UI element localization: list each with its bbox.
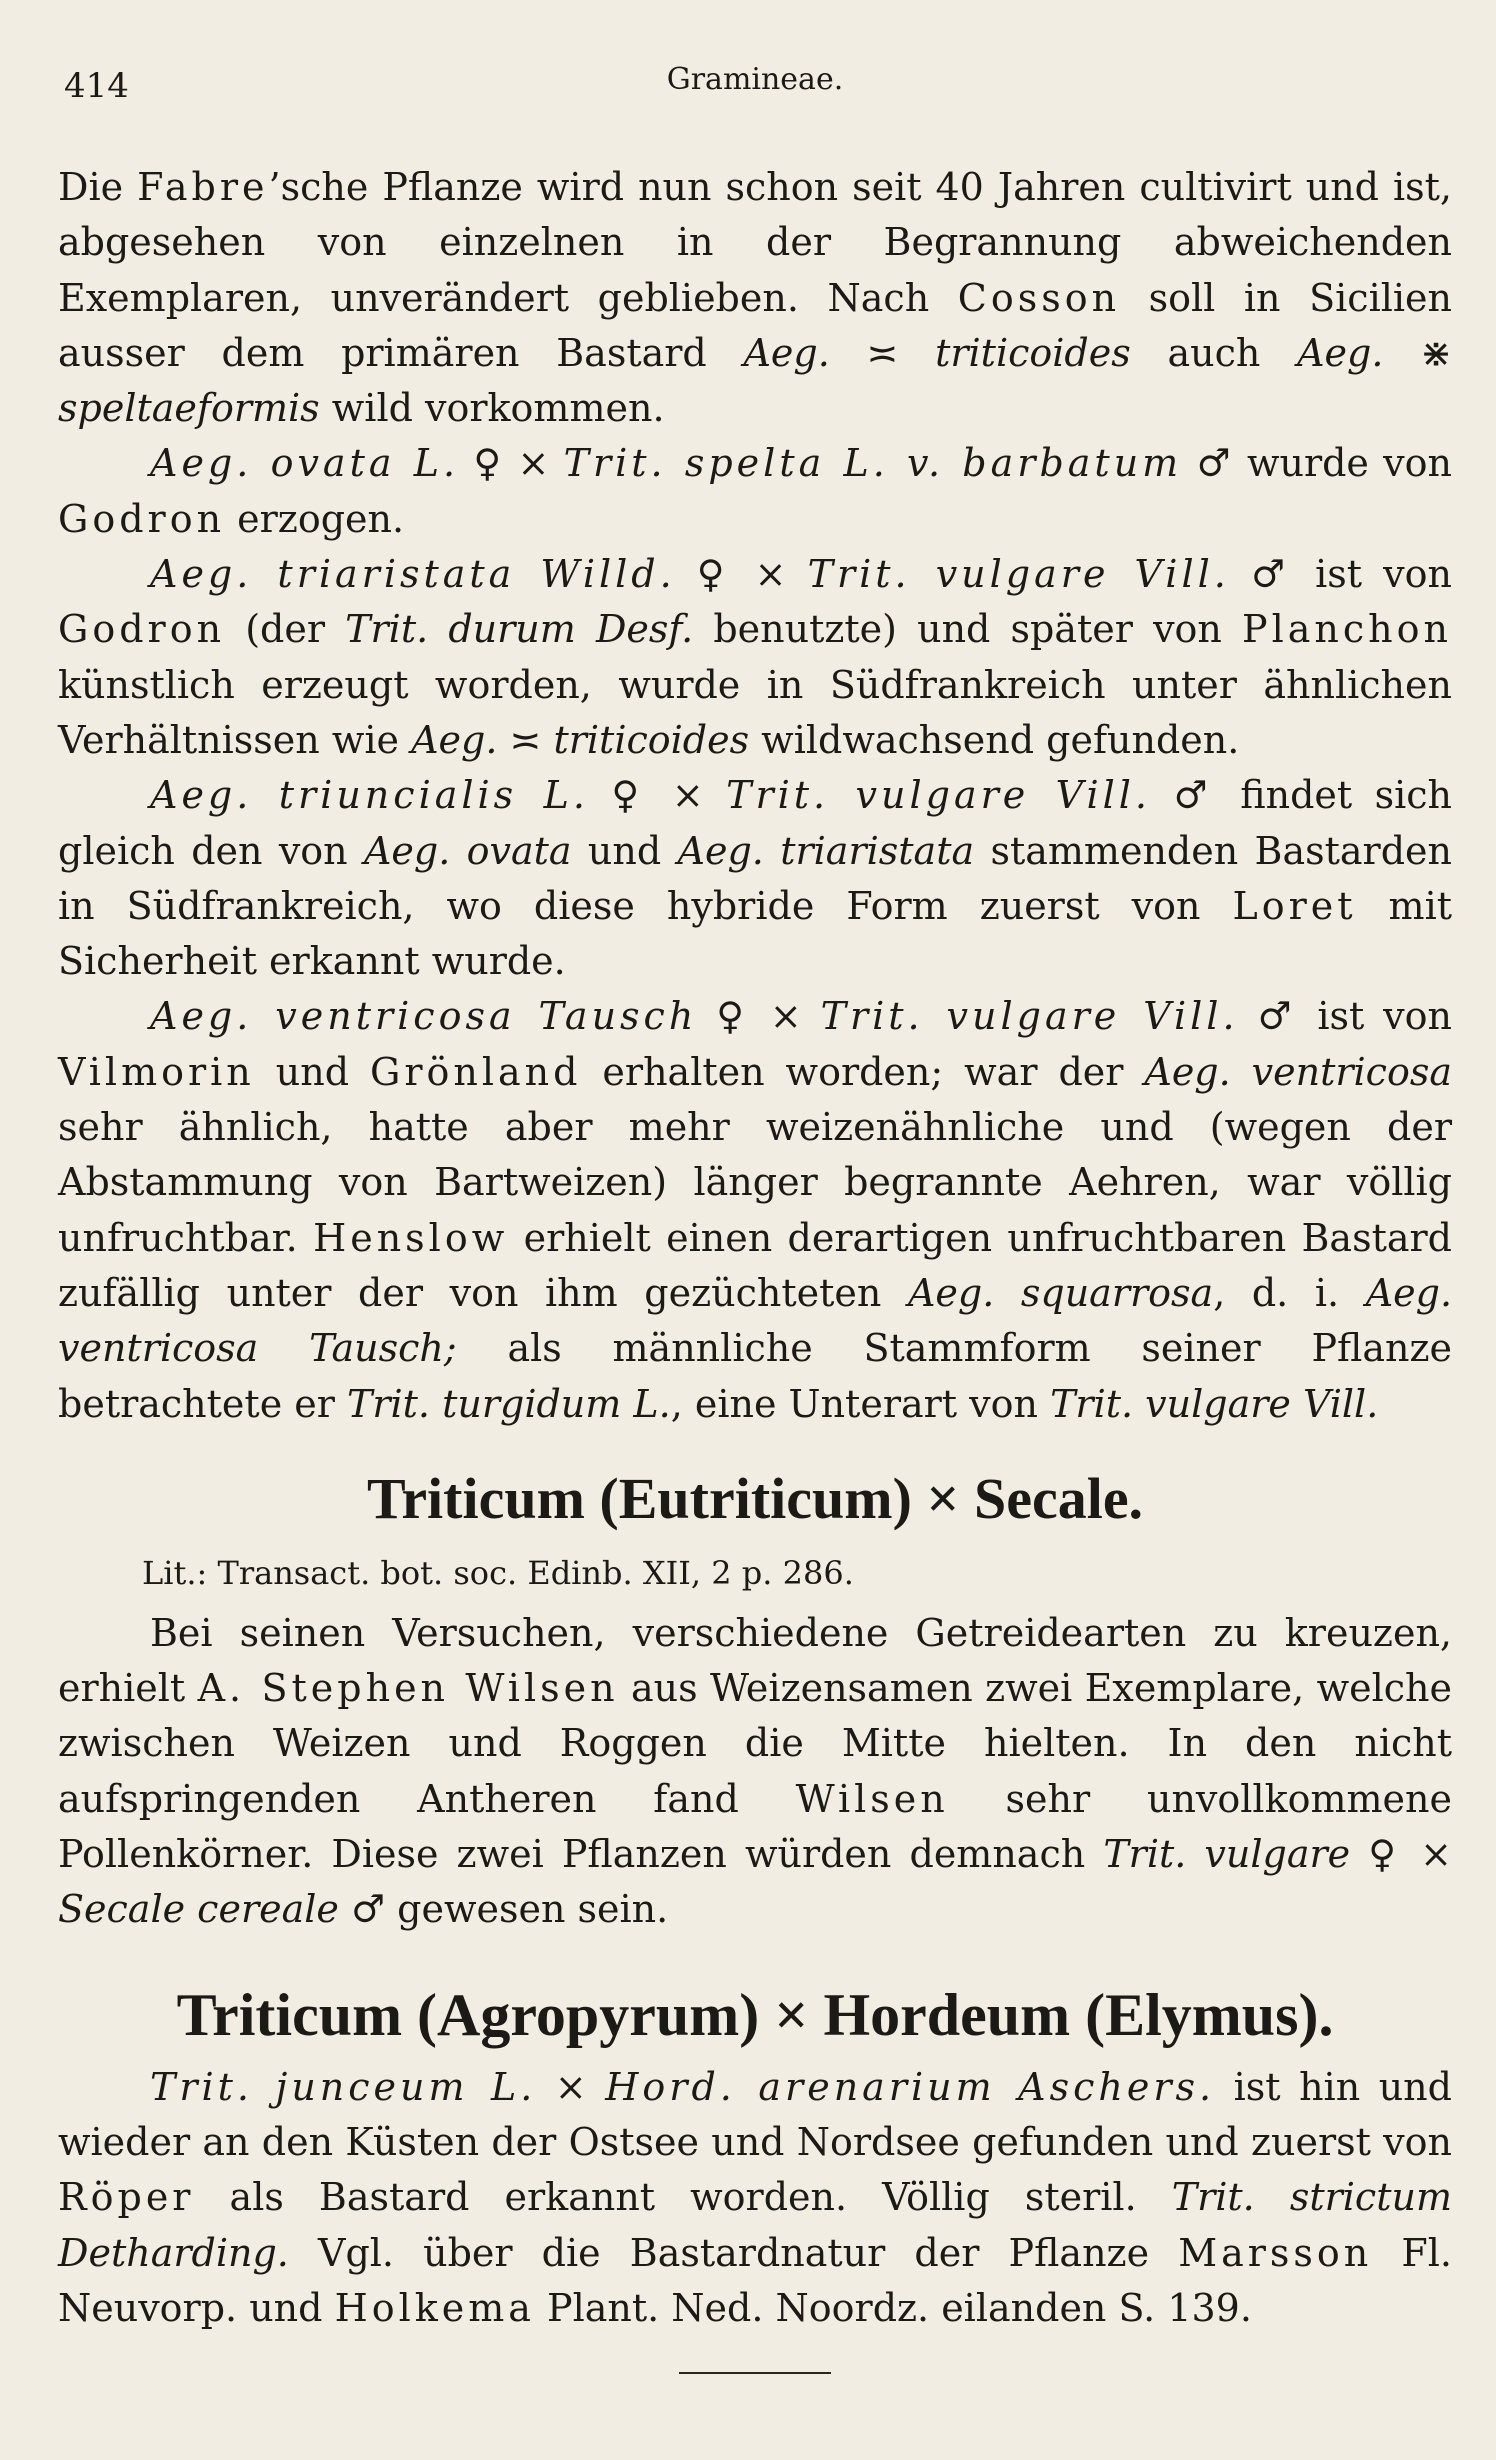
- taxon-name: Trit. vulgare Vill.: [726, 773, 1152, 818]
- taxon-name: Secale cereale: [58, 1887, 339, 1932]
- taxon-name: Aeg.: [411, 717, 498, 762]
- person-name: Cosson: [957, 275, 1121, 320]
- taxon-name: Trit. spelta L. v. barbatum: [563, 441, 1183, 486]
- person-name: Loret: [1232, 883, 1357, 928]
- person-name: Wilsen: [795, 1776, 949, 1821]
- taxon-name: Trit. turgidum L.: [347, 1381, 671, 1426]
- text: Fl. Neuvorp. und: [58, 2230, 1452, 2330]
- text: als männliche Stammform seiner Pflanze betrachtete er: [58, 1326, 1452, 1426]
- text: Die: [58, 165, 138, 209]
- text: stammenden Bastarden in Südfrankreich, wo diese hybride Form zuerst von: [58, 828, 1453, 928]
- text: und: [254, 1049, 370, 1094]
- text: Bei seinen Versuchen, verschiedene Getreidearten zu kreuzen, erhielt: [58, 1610, 1452, 1711]
- text: ist von: [1294, 552, 1452, 597]
- taxon-name: Trit. vulgare Vill.: [807, 552, 1230, 597]
- female-symbol: ♀: [611, 773, 650, 818]
- male-symbol: ♂: [1257, 994, 1299, 1039]
- text: wild vorkommen.: [319, 386, 665, 431]
- hybrid-symbol: ⋇: [1420, 330, 1452, 375]
- cross-symbol: ×: [754, 552, 787, 597]
- person-name: Vilmorin: [58, 1049, 255, 1094]
- text: ist von: [1298, 994, 1452, 1039]
- running-header: [58, 58, 1452, 110]
- text: wildwachsend gefunden.: [749, 717, 1240, 762]
- text: erhielt einen derartigen unfruchtbaren Bastard zufällig unter der von ihm gezüchteten: [58, 1215, 1452, 1315]
- male-symbol: ♂: [1250, 552, 1295, 597]
- person-name: Röper: [58, 2175, 195, 2220]
- person-name: Marsson: [1178, 2230, 1373, 2275]
- paragraph-aeg-ovata: [58, 436, 1452, 547]
- female-symbol: ♀: [696, 552, 734, 597]
- hybrid-symbol: ≍: [509, 717, 542, 762]
- female-symbol: ♀: [716, 994, 751, 1039]
- taxon-name: Aeg.: [743, 330, 830, 375]
- section-heading-triticum-secale: Triticum (Eutriticum) × Secale.: [366, 1465, 1144, 1531]
- text: benutzte) und später von: [693, 607, 1243, 652]
- cross-symbol: ×: [554, 2064, 587, 2109]
- text: ’sche Pflanze wird nun schon seit 40 Jahren cultivirt und ist, abgesehen von einzelnen in der Begrannung abweichenden Exemplaren, unverändert geblieben. Nach: [58, 165, 1452, 320]
- text: erzogen.: [225, 496, 405, 541]
- text: (der: [225, 607, 346, 652]
- text: erhalten worden; war der: [581, 1049, 1145, 1094]
- taxon-name: speltaeformis: [58, 386, 320, 431]
- text: und: [571, 828, 678, 873]
- text: ist hin und wieder an den Küsten der Ostsee und Nordsee gefunden und zuerst von: [58, 2064, 1452, 2164]
- text: sehr ähnlich, hatte aber mehr weizenähnliche und (wegen der Abstammung von Bartweizen) länger begrannte Aehren, war völlig unfruchtbar.: [58, 1105, 1452, 1260]
- running-title: Gramineae.: [666, 62, 844, 97]
- paragraph-aeg-ventricosa: [58, 989, 1452, 1431]
- taxon-name: Aeg. ovata: [363, 828, 572, 873]
- section-heading-triticum-hordeum: Triticum (Agropyrum) × Hordeum (Elymus).: [176, 1981, 1334, 2048]
- text: wurde von: [1232, 441, 1452, 486]
- text: soll in Sicilien ausser dem primären Bastard: [58, 275, 1452, 375]
- male-symbol: ♂: [1173, 773, 1218, 818]
- closing-rule: [679, 2372, 831, 2374]
- taxon-name: triticoides: [553, 717, 750, 762]
- taxon-name: Aeg. triaristata Willd.: [150, 552, 676, 597]
- taxon-name: Trit. vulgare Vill.: [820, 994, 1239, 1039]
- text: auch: [1130, 330, 1298, 375]
- paragraph-aeg-triaristata: [58, 547, 1452, 768]
- person-name: Holkema: [334, 2285, 535, 2330]
- taxon-name: Aeg. ventricosa: [1144, 1049, 1452, 1094]
- person-name: Fabre: [137, 165, 269, 209]
- person-name: Godron: [58, 496, 226, 541]
- taxon-name: Aeg. triaristata: [677, 828, 975, 873]
- text: als Bastard erkannt worden. Völlig steril.: [194, 2175, 1172, 2220]
- person-name: Planchon: [1242, 607, 1452, 652]
- male-symbol: ♂: [1196, 441, 1233, 486]
- text: gewesen sein.: [385, 1887, 669, 1932]
- taxon-name: Trit. strictum Detharding.: [58, 2175, 1452, 2275]
- taxon-name: Aeg. squarrosa: [907, 1270, 1214, 1315]
- taxon-name: Trit. durum Desf.: [345, 607, 694, 652]
- text: , eine Unterart von: [670, 1381, 1051, 1426]
- taxon-name: Aeg.: [1297, 330, 1384, 375]
- paragraph-wilsen: [58, 1606, 1452, 1938]
- hybrid-symbol: ≍: [866, 330, 899, 375]
- paragraph-aeg-triuncialis: [58, 768, 1452, 989]
- person-name: A. Stephen Wilsen: [197, 1666, 619, 1711]
- text: , d. i.: [1213, 1270, 1366, 1315]
- text: künstlich erzeugt worden, wurde in Südfrankreich unter ähnlichen Verhältnissen wie: [58, 662, 1452, 762]
- text: mit Sicherheit erkannt wurde.: [58, 883, 1452, 984]
- cross-symbol: ×: [671, 773, 704, 818]
- person-name: Godron: [58, 607, 226, 652]
- text: sehr unvollkommene Pollenkörner. Diese zwei Pflanzen würden demnach: [58, 1776, 1452, 1877]
- female-symbol: ♀: [473, 441, 504, 486]
- person-name: Henslow: [313, 1215, 509, 1260]
- cross-symbol: ×: [517, 441, 550, 486]
- text: Vgl. über die Bastardnatur der Pflanze: [288, 2230, 1179, 2275]
- male-symbol: ♂: [351, 1887, 386, 1932]
- text: findet sich gleich den von: [58, 773, 1452, 873]
- taxon-name: Aeg. ventricosa Tausch;: [58, 1270, 1453, 1371]
- female-symbol: ♀: [1368, 1832, 1403, 1877]
- paragraph-trit-junceum: [58, 2060, 1452, 2336]
- taxon-name: Aeg. triuncialis L.: [150, 773, 589, 818]
- taxon-name: Trit. vulgare: [1103, 1832, 1351, 1877]
- taxon-name: triticoides: [935, 330, 1131, 375]
- taxon-name: Aeg. ventricosa Tausch: [150, 994, 698, 1039]
- paragraph-fabre: [58, 160, 1452, 436]
- page-number: 414: [64, 66, 129, 106]
- taxon-name: Hord. arenarium Aschers.: [605, 2064, 1216, 2109]
- taxon-name: Trit. vulgare Vill.: [1050, 1381, 1379, 1426]
- taxon-name: Aeg. ovata L.: [150, 441, 460, 486]
- cross-symbol: ×: [769, 994, 802, 1039]
- cross-symbol: ×: [1420, 1832, 1452, 1877]
- text: aus Weizensamen zwei Exemplare, welche zwischen Weizen und Roggen die Mitte hielten. In den nicht aufspringenden Antheren fand: [58, 1666, 1452, 1821]
- taxon-name: Trit. junceum L.: [150, 2064, 537, 2109]
- literature-reference: Lit.: Transact. bot. soc. Edinb. XII, 2 p. 286.: [142, 1553, 854, 1592]
- text: Plant. Ned. Noordz. eilanden S. 139.: [534, 2285, 1252, 2330]
- person-name: Grönland: [369, 1049, 582, 1094]
